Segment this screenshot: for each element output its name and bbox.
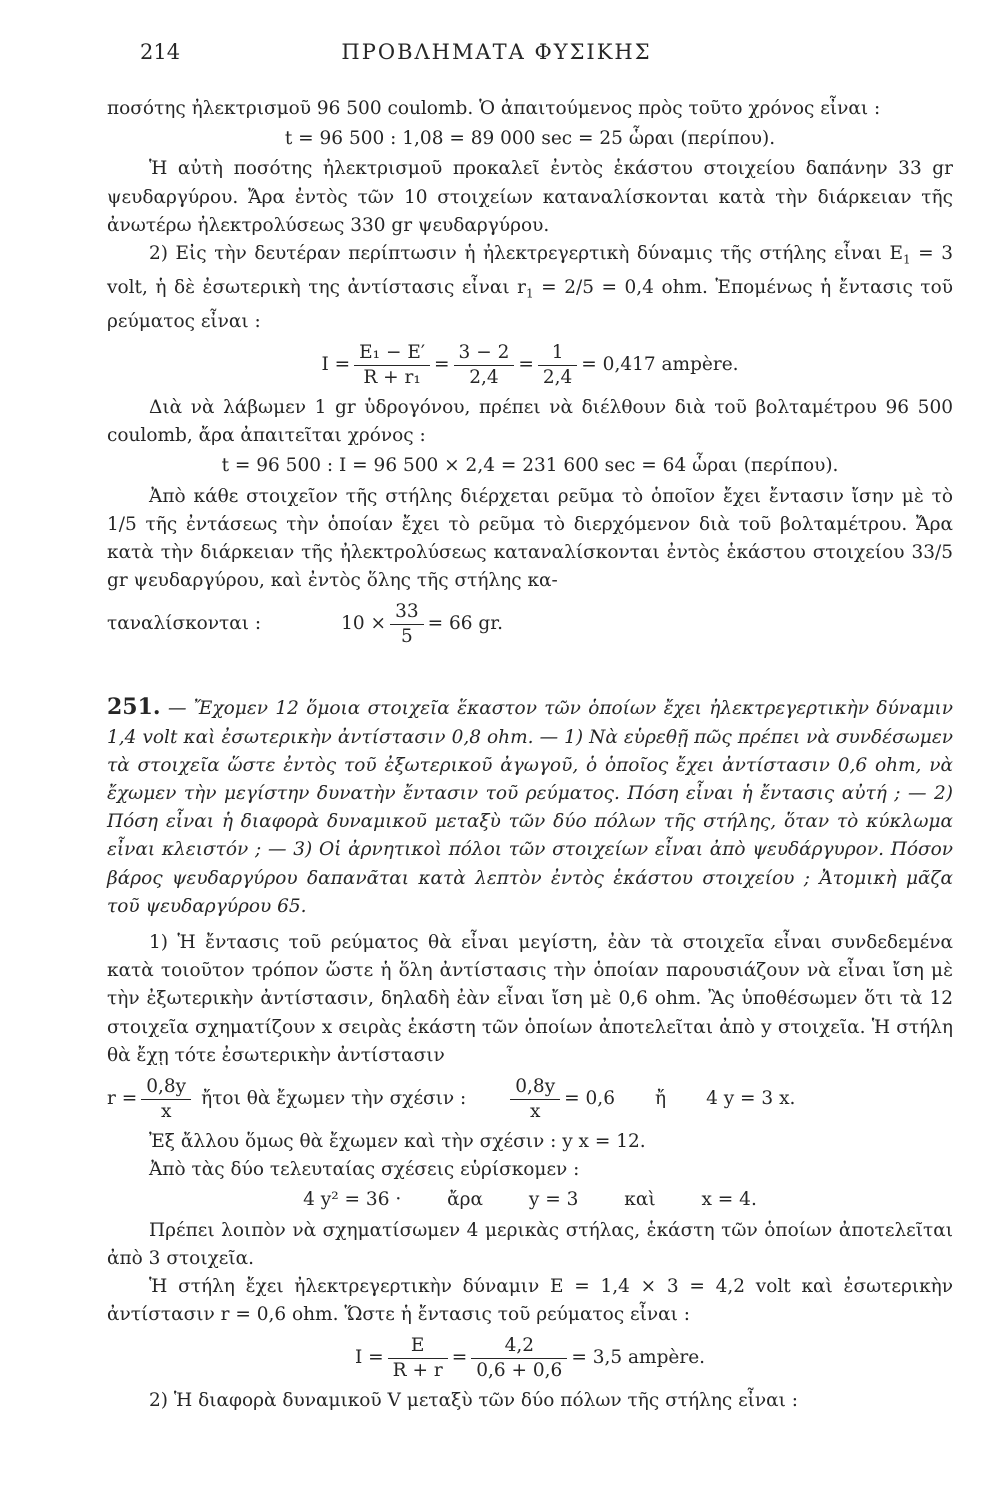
page-number: 214 [140,40,181,64]
fraction: $\frac{E}{R + r}$ [388,1334,448,1383]
text-line: ποσότης ἠλεκτρισμοῦ 96 500 coulomb. Ὁ ἀπαιτούμενος πρὸς τοῦτο χρόνος εἶναι : [107,98,881,119]
paragraph: Διὰ νὰ λάβωμεν 1 gr ὑδρογόνου, πρέπει νὰ διέλθουν διὰ τοῦ βολταμέτρου 96 500 coulomb, ἄρα ἀπαιτεῖται χρόνος : [107,397,953,447]
equation-current-2: I = $\frac{E}{R + r}$ = $\frac{4,2}{0,6 + 0,6}$ = 3,5 ampère. [354,1334,706,1381]
text-line: Ἀπὸ τὰς δύο τελευταίας σχέσεις εὑρίσκομεν : [149,1159,580,1181]
equation-solution: 4 y² = 36 · ἄρα y = 3 καὶ x = 4. [303,1189,757,1211]
paragraph: 2) Εἰς τὴν δευτέραν περίπτωσιν ἡ ἠλεκτρεγερτικὴ δύναμις τῆς στήλης εἶναι $E_1 = 3$ volt, ἡ δὲ ἐσωτερικὴ της ἀντίστασις εἶναι $r_1 = 2/5 = 0,4$ ohm. Ἑπομένως ἡ ἔντασις τοῦ ρεύματος εἶναι : [107,243,953,332]
paragraph: Ἡ στήλη ἔχει ἠλεκτρεγερτικὴν δύναμιν E = 1,4 × 3 = 4,2 volt καὶ ἐσωτερικὴν ἀντίστασιν r = 0,6 ohm. Ὥστε ἡ ἔντασις τοῦ ρεύματος εἶναι : [107,1276,953,1326]
fraction: $\frac{1}{2,4}$ [538,341,577,390]
fraction: $\frac{0,8y}{x}$ [141,1075,191,1124]
problem-number: 251. [107,694,161,721]
running-title: ΠΡΟΒΛΗΜΑΤΑ ΦΥΣΙΚΗΣ [341,40,652,64]
fraction: $\frac{0,8y}{x}$ [510,1075,560,1124]
problem-251: 251. — Ἔχομεν 12 ὅμοια στοιχεῖα ἕκαστον τῶν ὁποίων ἔχει ἠλεκτρεγερτικὴν δύναμιν 1,4 volt καὶ ἐσωτερικὴν ἀντίστασιν 0,8 ohm. — 1) Νὰ εὑρεθῇ πῶς πρέπει νὰ συνδέσωμεν τὰ στοιχεῖα ὥστε ἐντὸς τοῦ ἐξωτερικοῦ ἀγωγοῦ, ὁ ὁποῖος ἔχει ἀντίστασιν 0,6 ohm, νὰ ἔχωμεν τὴν μεγίστην δυνατὴν ἔντασιν τοῦ ρεύματος. Πόση εἶναι ἡ ἔντασις αὐτή ; — 2) Πόση εἶναι ἡ διαφορὰ δυναμικοῦ μεταξὺ τῶν δύο πόλων τῆς στήλης, ὅταν τὸ κύκλωμα εἶναι κλειστόν ; — 3) Οἱ ἀρνητικοὶ πόλοι τῶν στοιχείων εἶναι ἀπὸ ψευδάργυρον. Πόσον βάρος ψευδαργύρου δαπανᾶται κατὰ λεπτὸν ἐντὸς ἑκάστου στοιχείου ; Ἀτομικὴ μᾶζα τοῦ ψευδαργύρου 65. [107,694,953,917]
equation-current: I = $\frac{\text{E₁ − E′}}{\text{R + r₁}}$ = $\frac{3 - 2}{2,4}$ = $\frac{1}{2,4}$ = 0,417 ampère. [321,341,739,388]
paragraph: 1) Ἡ ἔντασις τοῦ ρεύματος θὰ εἶναι μεγίστη, ἐὰν τὰ στοιχεῖα εἶναι συνδεδεμένα κατὰ τοιοῦτον τρόπον ὥστε ἡ ὅλη ἀντίστασις τὴν ὁποίαν παρουσιάζουν νὰ εἶναι ἴση μὲ τὴν ἐξωτερικὴν ἀντίστασιν, δηλαδὴ ἐὰν εἶναι ἴση μὲ 0,6 ohm. Ἂς ὑποθέσωμεν ὅτι τὰ 12 στοιχεῖα σχηματίζουν x σειρὰς ἑκάστη τῶν ὁποίων ἀποτελεῖται ἀπὸ y στοιχεῖα. Ἡ στήλη θὰ ἔχῃ τότε ἐσωτερικὴν ἀντίστασιν [107,932,953,1066]
equation-time: t = 96 500 : I = 96 500 × 2,4 = 231 600 sec = 64 ὧραι (περίπου). [221,455,839,477]
text-line: 2) Ἡ διαφορὰ δυναμικοῦ V μεταξὺ τῶν δύο πόλων τῆς στήλης εἶναι : [149,1390,799,1412]
page-header [140,40,853,70]
fraction: $\frac{33}{5}$ [390,600,424,649]
fraction: $\frac{4,2}{0,6 + 0,6}$ [471,1334,567,1383]
paragraph: Πρέπει λοιπὸν νὰ σχηματίσωμεν 4 μερικὰς στήλας, ἑκάστη τῶν ὁποίων ἀποτελεῖται ἀπὸ 3 στοιχεῖα. [107,1219,953,1269]
equation-zinc: ταναλίσκονται : 10 × $\frac{33}{5}$ = 66 gr. [107,600,503,647]
fraction: $\frac{3 - 2}{2,4}$ [454,341,515,390]
paragraph: Ἀπὸ κάθε στοιχεῖον τῆς στήλης διέρχεται ρεῦμα τὸ ὁποῖον ἔχει ἔντασιν ἴσην μὲ τὸ 1/5 τῆς ἐντάσεως τὴν ὁποίαν ἔχει τὸ ρεῦμα τὸ διερχόμενον διὰ τοῦ βολταμέτρου. Ἄρα κατὰ τὴν διάρκειαν τῆς ἠλεκτρολύσεως καταναλίσκονται ἐντὸς ἑκάστου στοιχείου 33/5 gr ψευδαργύρου, καὶ ἐντὸς ὅλης τῆς στήλης κα- [107,485,953,592]
fraction: $\frac{\text{E₁ − E′}}{\text{R + r₁}}$ [354,341,430,390]
paragraph: Ἡ αὐτὴ ποσότης ἠλεκτρισμοῦ προκαλεῖ ἐντὸς ἑκάστου στοιχείου δαπάνην 33 gr ψευδαργύρου. Ἄρα ἐντὸς τῶν 10 στοιχείων καταναλίσκονται κατὰ τὴν διάρκειαν τῆς ἀνωτέρω ἠλεκτρολύσεως 330 gr ψευδαργύρου. [107,158,953,236]
text-line: Ἐξ ἄλλου ὅμως θὰ ἔχωμεν καὶ τὴν σχέσιν : y x = 12. [149,1131,646,1153]
equation-time: t = 96 500 : 1,08 = 89 000 sec = 25 ὧραι (περίπου). [284,128,776,150]
equation-resistance: r = $\frac{0,8y}{x}$ ἤτοι θὰ ἔχωμεν τὴν σχέσιν : $\frac{0,8y}{x}$ = 0,6 ἤ 4 y = 3 x. [107,1075,796,1122]
body-text [107,95,953,1416]
